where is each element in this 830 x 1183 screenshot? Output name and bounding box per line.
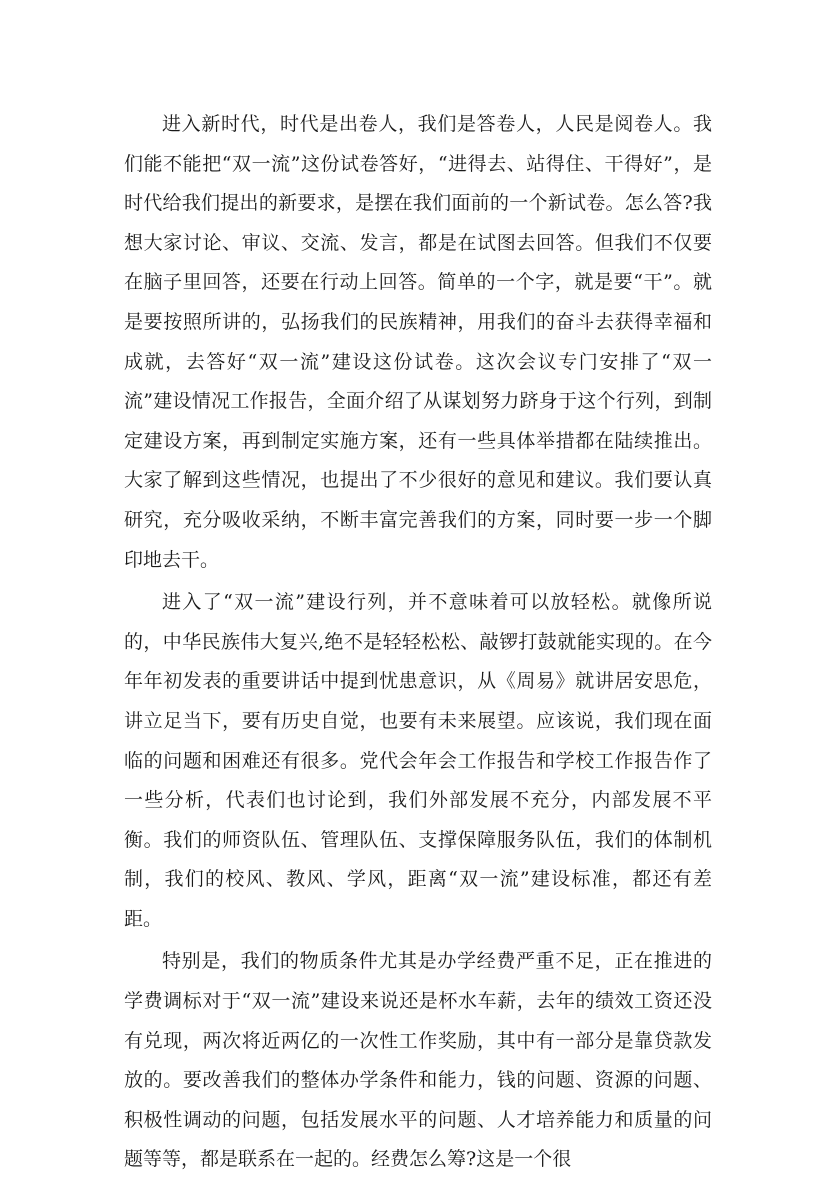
paragraph-3: 特别是，我们的物质条件尤其是办学经费严重不足，正在推进的学费调标对于“双一流”建设来说还是杯水车薪，去年的绩效工资还没有兑现，两次将近两亿的一次性工作奖励，其中有一部分是靠贷款发放的。要改善我们的整体办学条件和能力，钱的问题、资源的问题、积极性调动的问题，包括发展水平的问题、人才培养能力和质量的问题等等，都是联系在一起的。经费怎么筹?这是一个很 bbox=[124, 950, 712, 1171]
paragraph-1: 进入新时代，时代是出卷人，我们是答卷人，人民是阅卷人。我们能不能把“双一流”这份试卷答好，“进得去、站得住、干得好”，是时代给我们提出的新要求，是摆在我们面前的一个新试卷。怎么答?我想大家讨论、审议、交流、发言，都是在试图去回答。但我们不仅要在脑子里回答，还要在行动上回答。简单的一个字，就是要“干”。就是要按照所讲的，弘扬我们的民族精神，用我们的奋斗去获得幸福和成就，去答好“双一流”建设这份试卷。这次会议专门安排了“双一流”建设情况工作报告，全面介绍了从谋划努力跻身于这个行列，到制定建设方案，再到制定实施方案，还有一些具体举措都在陆续推出。大家了解到这些情况，也提出了不少很好的意见和建议。我们要认真研究，充分吸收采纳，不断丰富完善我们的方案，同时要一步一个脚印地去干。 bbox=[124, 113, 712, 571]
document-body bbox=[124, 105, 712, 1183]
paragraph-2: 进入了“双一流”建设行列，并不意味着可以放轻松。就像所说的，中华民族伟大复兴,绝不是轻轻松松、敲锣打鼓就能实现的。在今年年初发表的重要讲话中提到忧患意识，从《周易》就讲居安思危，讲立足当下，要有历史自觉，也要有未来展望。应该说，我们现在面临的问题和困难还有很多。党代会年会工作报告和学校工作报告作了一些分析，代表们也讨论到，我们外部发展不充分，内部发展不平衡。我们的师资队伍、管理队伍、支撑保障服务队伍，我们的体制机制，我们的校风、教风、学风，距离“双一流”建设标准，都还有差距。 bbox=[124, 591, 712, 930]
